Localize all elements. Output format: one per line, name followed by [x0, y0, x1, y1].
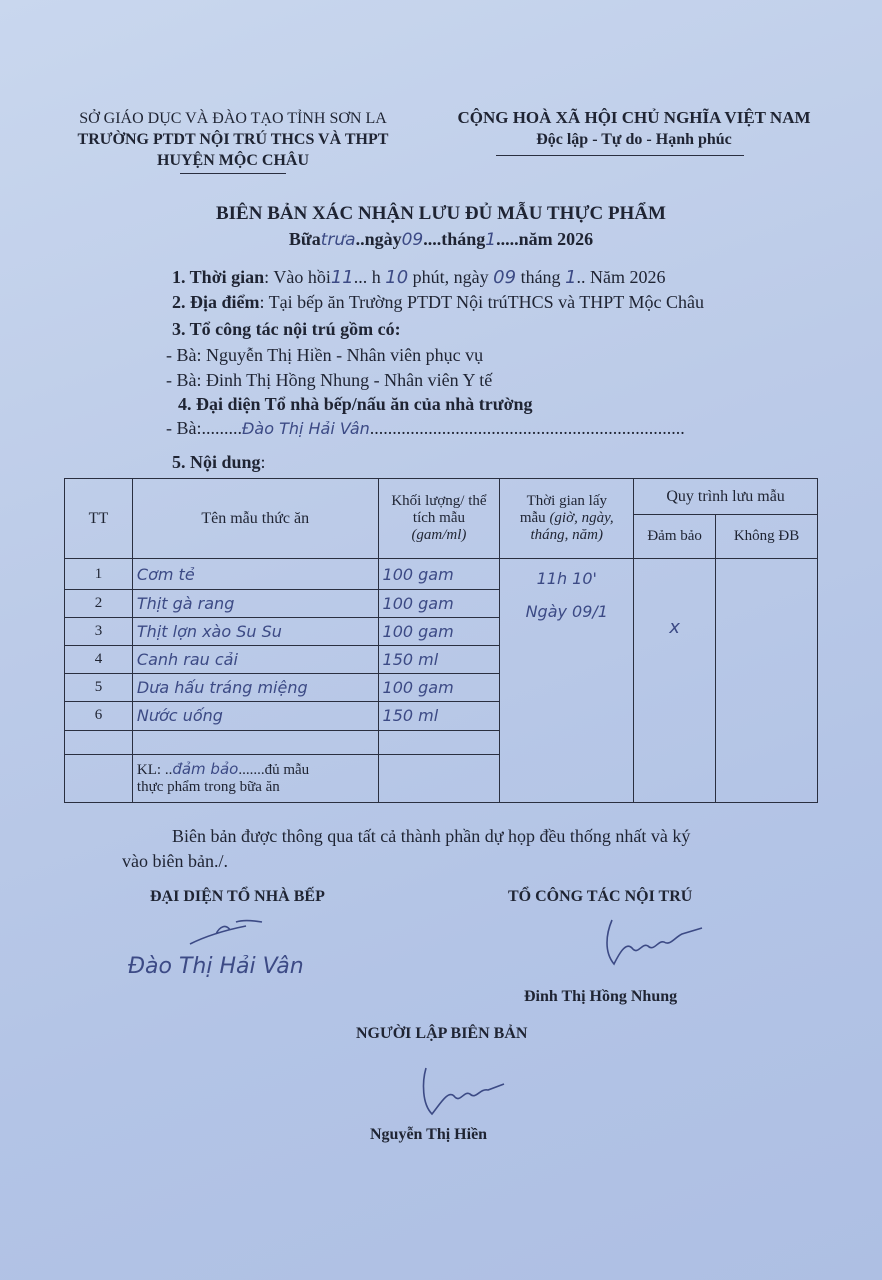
closing-line1: Biên bản được thông qua tất cả thành phần dự họp đều thống nhất và ký: [172, 826, 691, 846]
header-left-line1: SỞ GIÁO DỤC VÀ ĐÀO TẠO TỈNH SƠN LA: [79, 110, 387, 127]
header-left-line3: HUYỆN MỘC CHÂU: [157, 152, 309, 169]
food-sample-table: [64, 478, 818, 803]
document-subtitle: [0, 229, 882, 250]
empty-tt: [65, 730, 133, 754]
section-time-hour: 11: [330, 267, 354, 288]
header-left-line2: TRƯỜNG PTDT NỘI TRÚ THCS VÀ THPT: [77, 131, 389, 148]
section-time-label: 1. Thời gian: [172, 267, 265, 287]
kl-line2: thực phẩm trong bữa ăn: [136, 779, 280, 796]
row-tt: 3: [65, 617, 133, 645]
row-food-name: Dưa hấu tráng miệng: [132, 674, 378, 702]
boarding-sign-name: Đinh Thị Hồng Nhung: [524, 988, 678, 1005]
header-weight: [378, 479, 500, 559]
recorder-sign-name: Nguyễn Thị Hiền: [370, 1126, 488, 1143]
section-time-text-a: : Vào hồi: [264, 267, 331, 287]
boarding-sign-title: TỔ CÔNG TÁC NỘI TRÚ: [508, 888, 693, 905]
header-time-unit: (giờ, ngày, tháng, năm): [530, 510, 614, 544]
row-tt: 2: [65, 589, 133, 617]
kitchen-handwritten-name: Đào Thị Hải Vân: [128, 954, 304, 979]
row-weight: 100 gam: [378, 617, 500, 645]
row-weight: 100 gam: [378, 559, 500, 589]
header-weight-line1: Khối lượng/ thể: [391, 493, 487, 510]
time-value-line2: Ngày 09/1: [525, 602, 608, 622]
kl-weight: [378, 754, 500, 802]
row-food-name: Cơm tẻ: [132, 559, 378, 589]
header-weight-line2: tích mẫu: [412, 510, 465, 527]
row-food-name: Nước uống: [132, 702, 378, 730]
row-weight: 150 ml: [378, 646, 500, 674]
row-food-name: Canh rau cải: [132, 646, 378, 674]
header-left-underline: [180, 173, 286, 174]
kitchen-dots-after: ......................................................................: [369, 418, 685, 438]
kitchen-dots-before: .........: [201, 418, 242, 438]
header-time-line1: Thời gian lấy: [526, 493, 607, 510]
row-tt: 6: [65, 702, 133, 730]
subtitle-month-label: ....tháng: [423, 229, 486, 249]
recorder-signature: [418, 1064, 518, 1122]
table-header-row: [65, 479, 818, 515]
empty-name: [132, 730, 378, 754]
section-kitchen-label: 4. Đại diện Tổ nhà bếp/nấu ăn của nhà trường: [178, 394, 533, 414]
header-not-ok: Không ĐB: [716, 515, 818, 559]
header-time: [500, 479, 634, 559]
row-weight: 100 gam: [378, 674, 500, 702]
header-name: Tên mẫu thức ăn: [132, 479, 378, 559]
row-weight: 100 gam: [378, 589, 500, 617]
empty-weight: [378, 730, 500, 754]
section-location: [172, 292, 704, 313]
time-cell: [500, 559, 634, 803]
section-location-text: : Tại bếp ăn Trường PTDT Nội trúTHCS và THPT Mộc Châu: [259, 292, 704, 312]
header-time-line2: mẫu: [519, 510, 546, 527]
kitchen-sign-title: ĐẠI DIỆN TỔ NHÀ BẾP: [150, 888, 325, 905]
subtitle-day-label: ..ngày: [355, 229, 402, 249]
kitchen-prefix: - Bà:: [166, 418, 202, 438]
recorder-sign-title: NGƯỜI LẬP BIÊN BẢN: [356, 1025, 528, 1042]
ok-mark: x: [669, 617, 680, 639]
kl-prefix: KL: ..: [136, 762, 173, 779]
kl-tt: [65, 754, 133, 802]
closing-line2: vào biên bản./.: [122, 851, 228, 871]
section-time-day: 09: [493, 267, 517, 288]
section-content: [172, 452, 266, 473]
kl-value: đảm bảo: [172, 760, 239, 779]
not-ok-cell: [716, 559, 818, 803]
header-right-underline: [496, 155, 744, 156]
subtitle-day: 09: [401, 230, 424, 250]
document-title: BIÊN BẢN XÁC NHẬN LƯU ĐỦ MẪU THỰC PHẨM: [215, 203, 666, 224]
section-content-colon: :: [260, 452, 266, 472]
section-team-label: 3. Tổ công tác nội trú gồm có:: [172, 319, 401, 339]
section-time: [172, 267, 666, 288]
kitchen-signature: [186, 914, 266, 950]
kitchen-person-name: Đào Thị Hải Vân: [242, 419, 370, 438]
table-row: [65, 559, 818, 589]
subtitle-prefix: Bữa: [288, 229, 321, 249]
time-value-line1: 11h 10': [536, 569, 597, 589]
row-weight: 150 ml: [378, 702, 500, 730]
section-time-text-c: phút, ngày: [412, 267, 489, 287]
header-right-line2: Độc lập - Tự do - Hạnh phúc: [536, 131, 732, 148]
team-member-1: - Bà: Nguyễn Thị Hiền - Nhân viên phục vụ: [166, 345, 484, 365]
section-time-month: 1: [565, 267, 577, 288]
section-location-label: 2. Địa điểm: [172, 292, 260, 312]
header-process: Quy trình lưu mẫu: [634, 479, 818, 515]
team-member-2: - Bà: Đinh Thị Hồng Nhung - Nhân viên Y tế: [166, 370, 493, 390]
row-tt: 5: [65, 674, 133, 702]
section-time-text-e: .. Năm 2026: [576, 267, 666, 287]
section-time-minute: 10: [385, 267, 409, 288]
header-weight-unit: (gam/ml): [411, 527, 467, 544]
row-tt: 4: [65, 646, 133, 674]
ok-cell: [634, 559, 716, 803]
header-ok: Đảm bảo: [634, 515, 716, 559]
subtitle-meal: trưa: [320, 230, 356, 250]
row-tt: 1: [65, 559, 133, 589]
kl-suffix: .......đủ mẫu: [238, 762, 310, 779]
header-right: [440, 106, 828, 151]
header-left: [60, 108, 406, 171]
row-food-name: Thịt gà rang: [132, 589, 378, 617]
header-tt: TT: [65, 479, 133, 559]
subtitle-year-label: .....năm 2026: [496, 229, 594, 249]
section-time-text-d: tháng: [520, 267, 561, 287]
section-content-label: 5. Nội dung: [172, 452, 261, 472]
header-right-line1: CỘNG HOÀ XÃ HỘI CHỦ NGHĨA VIỆT NAM: [457, 108, 811, 127]
boarding-signature: [598, 912, 708, 972]
kl-cell: [132, 754, 378, 802]
subtitle-month: 1: [485, 230, 497, 250]
section-kitchen-person: [166, 418, 685, 439]
section-time-text-b: ... h: [353, 267, 381, 287]
row-food-name: Thịt lợn xào Su Su: [132, 617, 378, 645]
